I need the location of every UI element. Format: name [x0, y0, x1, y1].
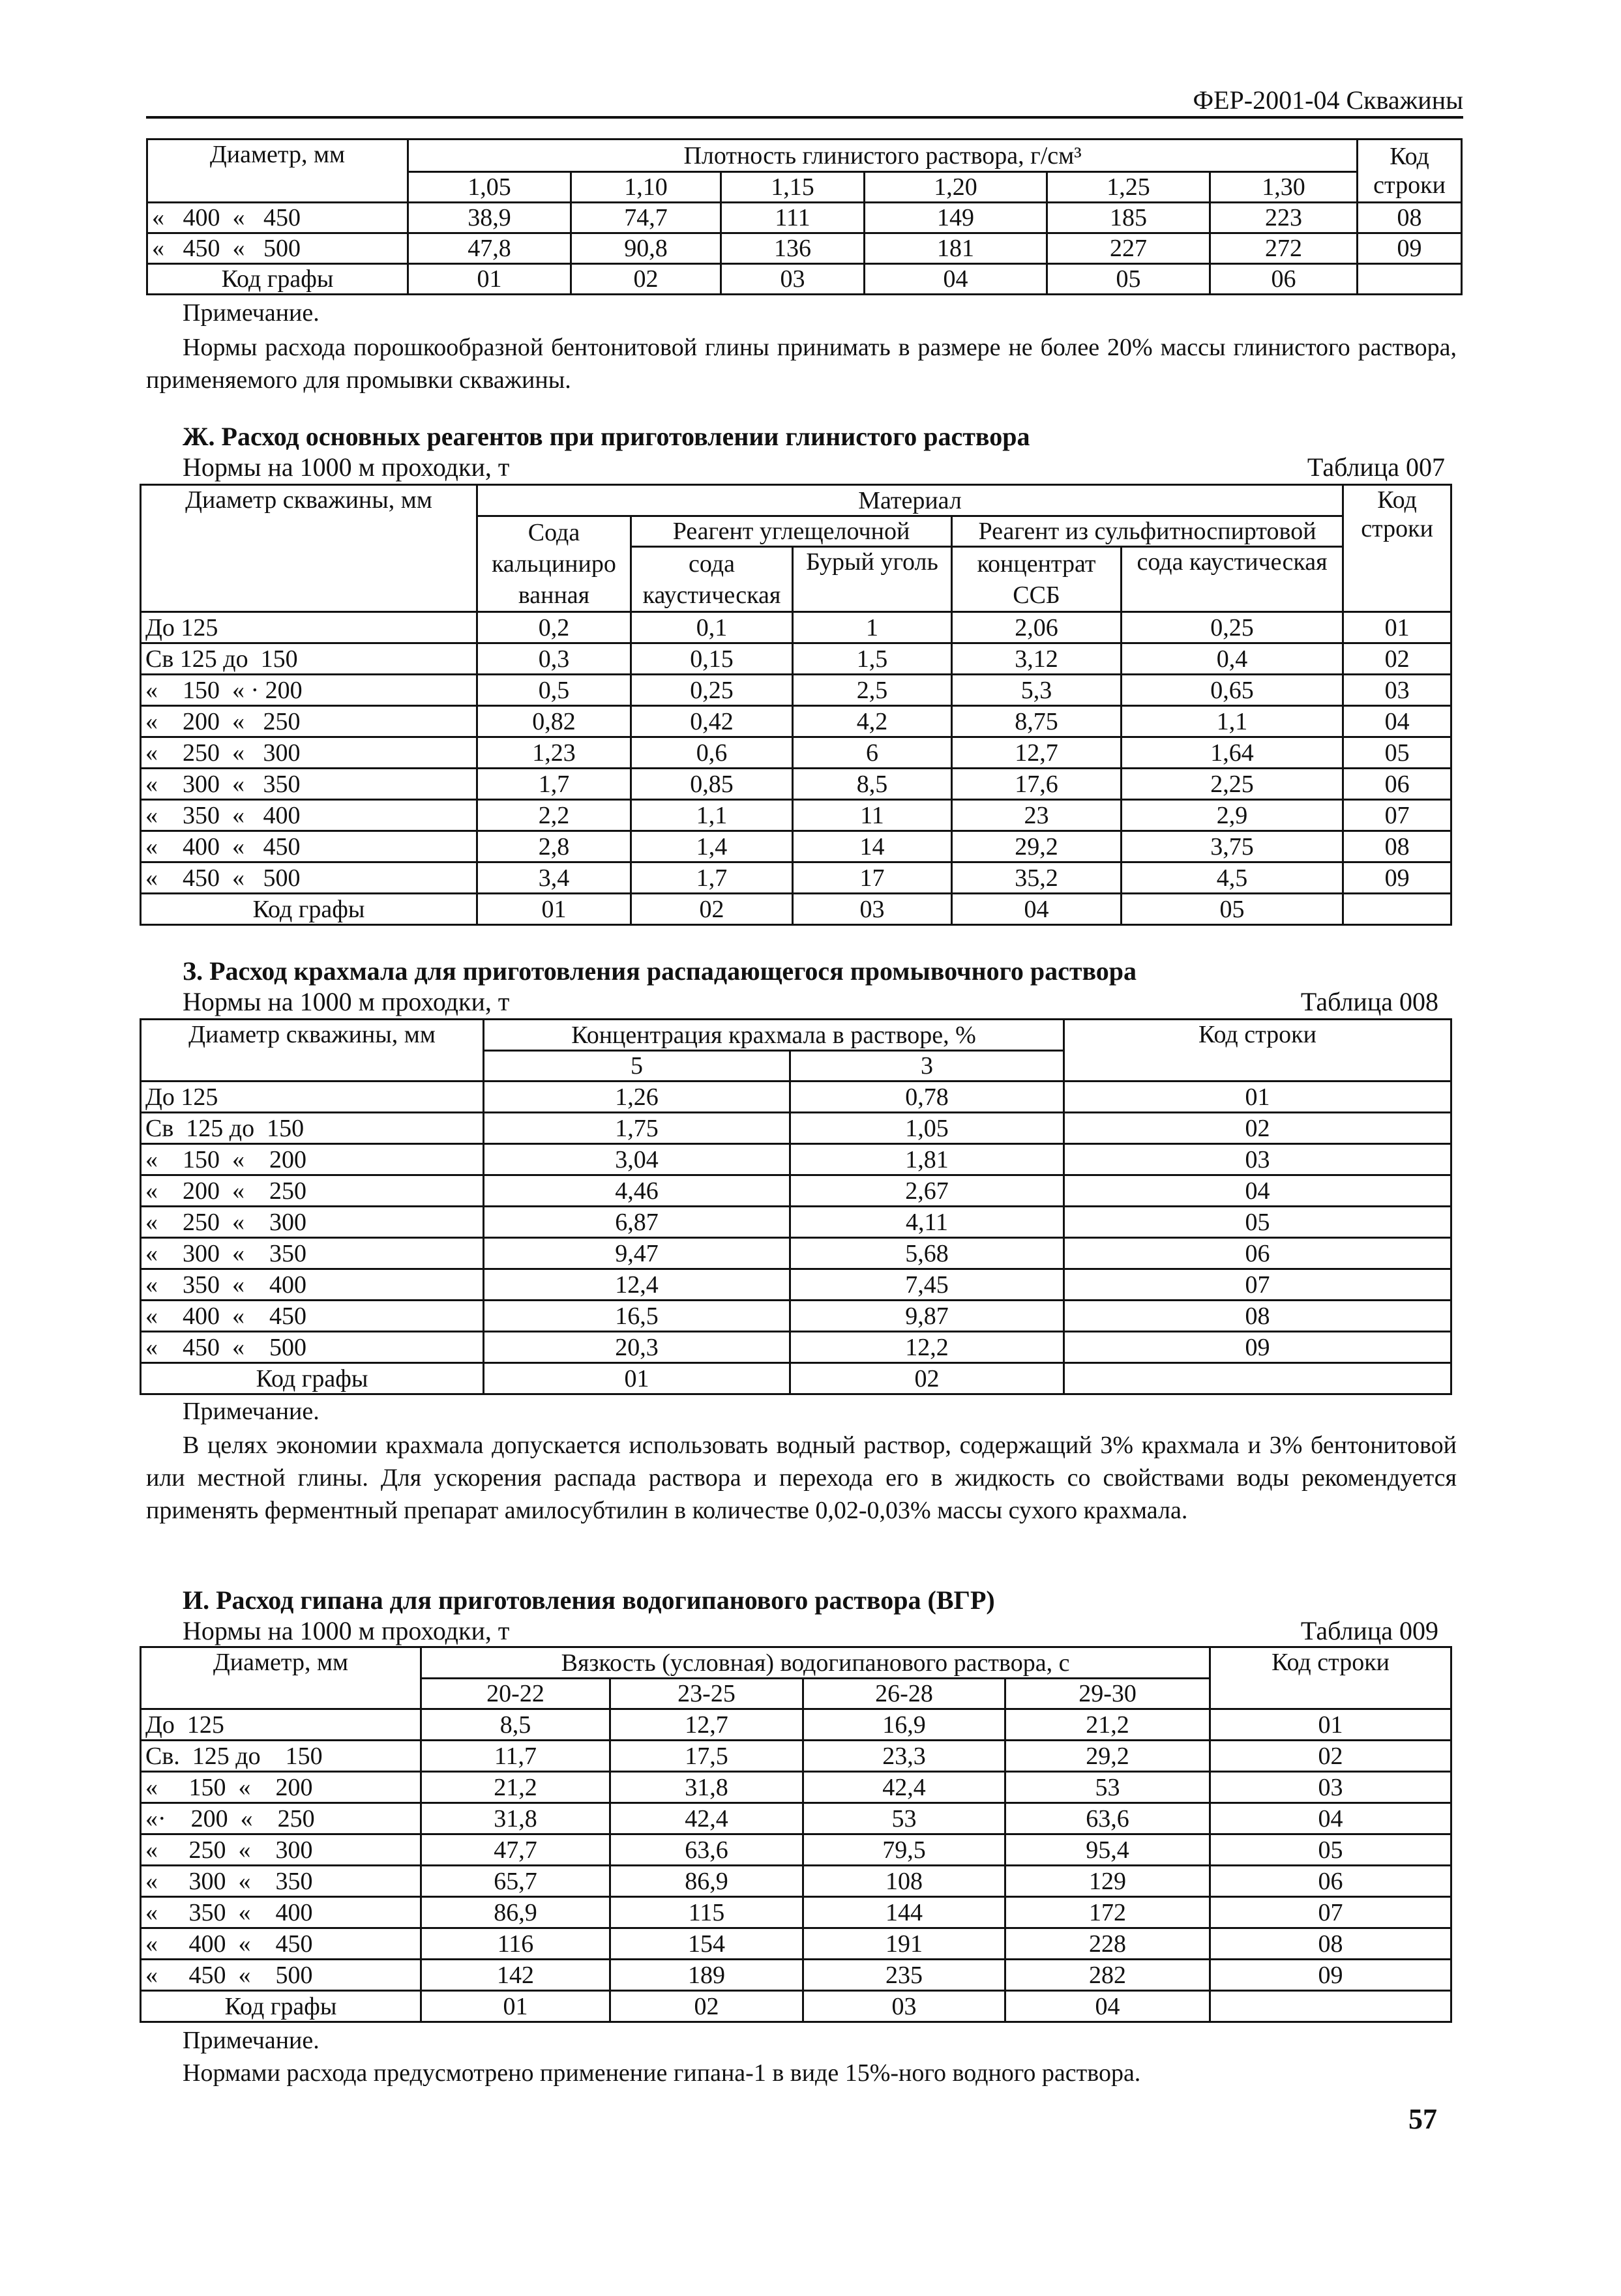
row-value: 14 — [793, 831, 952, 862]
row-code: 09 — [1210, 1960, 1451, 1991]
row-value: 108 — [803, 1866, 1005, 1897]
table-row — [141, 1082, 1451, 1113]
row-code: 02 — [1064, 1113, 1451, 1144]
col-header-diameter: Диаметр, мм — [141, 1647, 421, 1709]
sub-header: 5 — [484, 1051, 790, 1082]
norms-line — [183, 986, 1438, 1018]
col-header-concentration: Концентрация крахмала в растворе, % — [484, 1020, 1064, 1051]
row-value: 79,5 — [803, 1834, 1005, 1866]
row-code: 01 — [1343, 612, 1451, 643]
row-value: 29,2 — [1005, 1741, 1210, 1772]
table-row — [141, 612, 1451, 643]
document-header — [146, 85, 1463, 119]
table-number: Таблица 007 — [1307, 452, 1445, 482]
row-value: 4,11 — [790, 1207, 1064, 1238]
row-value: 2,8 — [477, 831, 631, 862]
row-diameter: « 350 « 400 — [141, 1897, 421, 1928]
row-value: 0,1 — [631, 612, 793, 643]
row-value: 16,5 — [484, 1301, 790, 1332]
table-row — [141, 769, 1451, 800]
row-value: 95,4 — [1005, 1834, 1210, 1866]
row-value: 1,26 — [484, 1082, 790, 1113]
row-value: 2,2 — [477, 800, 631, 831]
row-value: 31,8 — [610, 1772, 803, 1803]
row-diameter: «· 200 « 250 — [141, 1803, 421, 1834]
row-value: 142 — [421, 1960, 610, 1991]
sub-header: 1,20 — [865, 172, 1047, 203]
footer-code: 03 — [793, 894, 952, 925]
footer-label: Код графы — [141, 1991, 421, 2022]
footer-code: 04 — [952, 894, 1122, 925]
table-row — [141, 1803, 1451, 1834]
row-value: 1 — [793, 612, 952, 643]
row-value: 129 — [1005, 1866, 1210, 1897]
row-value: 53 — [803, 1803, 1005, 1834]
footer-code: 02 — [631, 894, 793, 925]
row-value: 8,75 — [952, 706, 1122, 737]
table-row — [141, 643, 1451, 675]
row-value: 3,4 — [477, 862, 631, 894]
table-row — [141, 800, 1451, 831]
row-value: 23 — [952, 800, 1122, 831]
row-code: 01 — [1210, 1709, 1451, 1741]
row-diameter: « 350 « 400 — [141, 800, 477, 831]
footer-code: 01 — [421, 1991, 610, 2022]
table-row — [141, 1301, 1451, 1332]
row-code: 07 — [1210, 1897, 1451, 1928]
table-row — [141, 831, 1451, 862]
row-value: 0,3 — [477, 643, 631, 675]
row-value: 0,65 — [1122, 675, 1343, 706]
row-value: 86,9 — [421, 1897, 610, 1928]
norms-line — [183, 452, 1445, 483]
footer-code: 01 — [484, 1363, 790, 1394]
row-diameter: « 400 « 450 — [141, 1301, 484, 1332]
row-diameter: « 200 « 250 — [141, 1175, 484, 1207]
row-code: 05 — [1210, 1834, 1451, 1866]
header-title: ФЕР-2001-04 Скважины — [1193, 85, 1463, 115]
sub-header: 29-30 — [1005, 1679, 1210, 1709]
row-value: 63,6 — [610, 1834, 803, 1866]
row-value: 5,3 — [952, 675, 1122, 706]
col-header-soda-k: сода каустическая — [631, 547, 793, 612]
sub-header: 26-28 — [803, 1679, 1005, 1709]
sub-header: 1,30 — [1210, 172, 1358, 203]
col-header-sulf: Реагент из сульфитноспиртовой — [952, 516, 1343, 547]
table-number: Таблица 009 — [1300, 1616, 1438, 1645]
row-value: 2,5 — [793, 675, 952, 706]
row-diameter: До 125 — [141, 1709, 421, 1741]
row-value: 1,5 — [793, 643, 952, 675]
row-value: 12,4 — [484, 1269, 790, 1301]
table-row — [141, 706, 1451, 737]
table-row: « 450 « 500 47,8 90,8 136 181 227 272 09 — [147, 233, 1462, 264]
row-diameter: « 400 « 450 — [141, 831, 477, 862]
footer-code: 01 — [477, 894, 631, 925]
row-code: 07 — [1343, 800, 1451, 831]
col-header-soda: Сода кальциниро ванная — [477, 516, 631, 612]
table-footer-row — [141, 1363, 1451, 1394]
row-value: 235 — [803, 1960, 1005, 1991]
row-code: 03 — [1210, 1772, 1451, 1803]
norms-text: Нормы на 1000 м проходки, т — [183, 1616, 510, 1645]
row-diameter: Св 125 до 150 — [141, 1113, 484, 1144]
starch-table — [140, 1018, 1452, 1395]
note-heading: Примечание. — [183, 2027, 320, 2054]
row-diameter: « 150 « · 200 — [141, 675, 477, 706]
row-diameter: « 250 « 300 — [141, 737, 477, 769]
row-value: 0,78 — [790, 1082, 1064, 1113]
row-value: 20,3 — [484, 1332, 790, 1363]
col-header-code: Код строки — [1358, 140, 1462, 203]
row-value: 3,75 — [1122, 831, 1343, 862]
row-value: 53 — [1005, 1772, 1210, 1803]
row-value: 31,8 — [421, 1803, 610, 1834]
row-diameter: « 400 « 450 — [141, 1928, 421, 1960]
row-value: 63,6 — [1005, 1803, 1210, 1834]
footer-label: Код графы — [141, 1363, 484, 1394]
row-value: 3,04 — [484, 1144, 790, 1175]
row-value: 17,5 — [610, 1741, 803, 1772]
table-row — [141, 675, 1451, 706]
row-code: 04 — [1343, 706, 1451, 737]
table-row — [141, 1772, 1451, 1803]
section-title: И. Расход гипана для приготовления водогипанового раствора (ВГР) — [183, 1585, 995, 1615]
row-value: 17 — [793, 862, 952, 894]
footer-code: 05 — [1122, 894, 1343, 925]
row-value: 29,2 — [952, 831, 1122, 862]
col-header-bur: Бурый уголь — [793, 547, 952, 612]
row-value: 1,1 — [631, 800, 793, 831]
row-value: 12,7 — [952, 737, 1122, 769]
table-footer-row: Код графы 01 02 03 04 05 06 — [147, 264, 1462, 295]
row-diameter: « 300 « 350 — [141, 1866, 421, 1897]
row-diameter: До 125 — [141, 1082, 484, 1113]
row-value: 2,67 — [790, 1175, 1064, 1207]
table-row — [141, 1960, 1451, 1991]
row-code: 09 — [1064, 1332, 1451, 1363]
table-footer-row — [141, 1991, 1451, 2022]
row-value: 1,75 — [484, 1113, 790, 1144]
row-value: 47,7 — [421, 1834, 610, 1866]
density-table — [146, 138, 1463, 295]
row-diameter: « 150 « 200 — [141, 1144, 484, 1175]
table-row — [141, 737, 1451, 769]
row-diameter: До 125 — [141, 612, 477, 643]
note-text: Нормами расхода предусмотрено применение гипана-1 в виде 15%-ного водного раствора. — [183, 2059, 1141, 2087]
norms-line — [183, 1615, 1438, 1647]
row-value: 5,68 — [790, 1238, 1064, 1269]
table-row — [141, 1175, 1451, 1207]
row-value: 86,9 — [610, 1866, 803, 1897]
row-value: 7,45 — [790, 1269, 1064, 1301]
row-code: 02 — [1343, 643, 1451, 675]
row-value: 1,1 — [1122, 706, 1343, 737]
reagents-table — [140, 484, 1452, 926]
sub-header: 1,25 — [1047, 172, 1210, 203]
row-value: 282 — [1005, 1960, 1210, 1991]
row-code: 09 — [1343, 862, 1451, 894]
sub-header: 1,10 — [571, 172, 721, 203]
row-value: 6,87 — [484, 1207, 790, 1238]
sub-header: 3 — [790, 1051, 1064, 1082]
table-row — [141, 1113, 1451, 1144]
col-header-diameter: Диаметр скважины, мм — [141, 485, 477, 612]
row-value: 35,2 — [952, 862, 1122, 894]
col-header-diameter: Диаметр скважины, мм — [141, 1020, 484, 1082]
sub-header: 20-22 — [421, 1679, 610, 1709]
col-header-soda-k2: сода каустическая — [1122, 547, 1343, 612]
section-title: З. Расход крахмала для приготовления распадающегося промывочного раствора — [183, 956, 1137, 986]
col-header-material: Материал — [477, 485, 1343, 516]
row-code: 08 — [1064, 1301, 1451, 1332]
table-row — [141, 1269, 1451, 1301]
row-diameter: « 150 « 200 — [141, 1772, 421, 1803]
table-row — [141, 1144, 1451, 1175]
row-value: 0,25 — [631, 675, 793, 706]
table-row — [141, 1741, 1451, 1772]
row-code: 07 — [1064, 1269, 1451, 1301]
row-value: 65,7 — [421, 1866, 610, 1897]
row-diameter: Св 125 до 150 — [141, 643, 477, 675]
row-value: 6 — [793, 737, 952, 769]
row-value: 21,2 — [1005, 1709, 1210, 1741]
row-code: 03 — [1064, 1144, 1451, 1175]
col-header-ugle: Реагент углещелочной — [631, 516, 952, 547]
col-header-diameter: Диаметр, мм — [147, 140, 408, 203]
row-value: 1,81 — [790, 1144, 1064, 1175]
footer-code: 02 — [790, 1363, 1064, 1394]
row-value: 12,7 — [610, 1709, 803, 1741]
sub-header: 1,15 — [721, 172, 865, 203]
gipan-table — [140, 1646, 1452, 2023]
row-code: 04 — [1064, 1175, 1451, 1207]
row-value: 21,2 — [421, 1772, 610, 1803]
norms-text: Нормы на 1000 м проходки, т — [183, 987, 510, 1016]
sub-header: 23-25 — [610, 1679, 803, 1709]
row-value: 116 — [421, 1928, 610, 1960]
table-number: Таблица 008 — [1300, 987, 1438, 1016]
row-value: 0,82 — [477, 706, 631, 737]
row-value: 172 — [1005, 1897, 1210, 1928]
row-value: 0,5 — [477, 675, 631, 706]
row-value: 12,2 — [790, 1332, 1064, 1363]
table-row — [141, 862, 1451, 894]
note-heading: Примечание. — [183, 299, 320, 327]
row-value: 2,06 — [952, 612, 1122, 643]
row-code: 06 — [1064, 1238, 1451, 1269]
col-header-ssb: концентрат ССБ — [952, 547, 1122, 612]
table-row — [141, 1238, 1451, 1269]
row-value: 2,25 — [1122, 769, 1343, 800]
sub-header: 1,05 — [408, 172, 571, 203]
col-header-density: Плотность глинистого раствора, г/см³ — [408, 140, 1358, 172]
note-text: Нормы расхода порошкообразной бентонитовой глины принимать в размере не более 20% массы глинистого раствора, применяемого для промывки скважины. — [146, 334, 1457, 394]
table-row — [141, 1897, 1451, 1928]
row-diameter: « 250 « 300 — [141, 1207, 484, 1238]
row-value: 189 — [610, 1960, 803, 1991]
row-value: 9,47 — [484, 1238, 790, 1269]
row-value: 2,9 — [1122, 800, 1343, 831]
col-header-code: Код строки — [1343, 485, 1451, 612]
row-value: 8,5 — [421, 1709, 610, 1741]
row-value: 0,25 — [1122, 612, 1343, 643]
row-value: 1,23 — [477, 737, 631, 769]
section-title: Ж. Расход основных реагентов при приготовлении глинистого раствора — [183, 422, 1030, 451]
row-value: 9,87 — [790, 1301, 1064, 1332]
table-row — [141, 1928, 1451, 1960]
row-diameter: « 200 « 250 — [141, 706, 477, 737]
row-value: 8,5 — [793, 769, 952, 800]
row-code: 08 — [1210, 1928, 1451, 1960]
table-row — [141, 1207, 1451, 1238]
row-diameter: « 450 « 500 — [141, 1332, 484, 1363]
row-value: 4,46 — [484, 1175, 790, 1207]
row-value: 154 — [610, 1928, 803, 1960]
row-value: 3,12 — [952, 643, 1122, 675]
row-value: 228 — [1005, 1928, 1210, 1960]
row-code: 05 — [1343, 737, 1451, 769]
table-row: « 400 « 450 38,9 74,7 111 149 185 223 08 — [147, 203, 1462, 233]
row-value: 1,7 — [631, 862, 793, 894]
row-value: 191 — [803, 1928, 1005, 1960]
row-diameter: Св. 125 до 150 — [141, 1741, 421, 1772]
row-value: 0,42 — [631, 706, 793, 737]
col-header-code: Код строки — [1210, 1647, 1451, 1709]
row-value: 1,7 — [477, 769, 631, 800]
row-value: 0,6 — [631, 737, 793, 769]
row-diameter: « 350 « 400 — [141, 1269, 484, 1301]
table-row — [141, 1332, 1451, 1363]
row-value: 17,6 — [952, 769, 1122, 800]
row-code: 08 — [1343, 831, 1451, 862]
row-value: 42,4 — [803, 1772, 1005, 1803]
row-code: 04 — [1210, 1803, 1451, 1834]
footer-code: 04 — [1005, 1991, 1210, 2022]
page-number: 57 — [1408, 2103, 1437, 2135]
row-value: 115 — [610, 1897, 803, 1928]
col-header-code: Код строки — [1064, 1020, 1451, 1082]
table-row — [141, 1866, 1451, 1897]
row-code: 06 — [1210, 1866, 1451, 1897]
row-value: 4,2 — [793, 706, 952, 737]
row-value: 1,64 — [1122, 737, 1343, 769]
row-value: 0,4 — [1122, 643, 1343, 675]
row-value: 11,7 — [421, 1741, 610, 1772]
table-footer-row — [141, 894, 1451, 925]
footer-code: 03 — [803, 1991, 1005, 2022]
row-value: 42,4 — [610, 1803, 803, 1834]
table-row — [141, 1709, 1451, 1741]
table-row — [141, 1834, 1451, 1866]
row-value: 144 — [803, 1897, 1005, 1928]
note-heading: Примечание. — [183, 1398, 320, 1425]
row-diameter: « 300 « 350 — [141, 769, 477, 800]
row-code: 01 — [1064, 1082, 1451, 1113]
row-code: 05 — [1064, 1207, 1451, 1238]
row-diameter: « 450 « 500 — [141, 862, 477, 894]
row-value: 0,85 — [631, 769, 793, 800]
row-value: 0,2 — [477, 612, 631, 643]
row-code: 02 — [1210, 1741, 1451, 1772]
row-code: 03 — [1343, 675, 1451, 706]
row-value: 1,05 — [790, 1113, 1064, 1144]
row-diameter: « 300 « 350 — [141, 1238, 484, 1269]
row-value: 4,5 — [1122, 862, 1343, 894]
row-value: 0,15 — [631, 643, 793, 675]
norms-text: Нормы на 1000 м проходки, т — [183, 452, 510, 482]
row-value: 11 — [793, 800, 952, 831]
footer-code: 02 — [610, 1991, 803, 2022]
row-value: 1,4 — [631, 831, 793, 862]
row-code: 06 — [1343, 769, 1451, 800]
footer-label: Код графы — [141, 894, 477, 925]
note-text: В целях экономии крахмала допускается использовать водный раствор, содержащий 3% крахмала и 3% бентонитовой или местной глины. Для ускорения распада раствора и перехода его в жидкость со свойствами воды рекомендуется применять ферментный препарат амилосубтилин в количестве 0,02-0,03% массы сухого крахмала. — [146, 1432, 1457, 1524]
row-diameter: « 250 « 300 — [141, 1834, 421, 1866]
row-value: 23,3 — [803, 1741, 1005, 1772]
row-diameter: « 450 « 500 — [141, 1960, 421, 1991]
row-value: 16,9 — [803, 1709, 1005, 1741]
col-header-viscosity: Вязкость (условная) водогипанового раствора, с — [421, 1647, 1210, 1679]
